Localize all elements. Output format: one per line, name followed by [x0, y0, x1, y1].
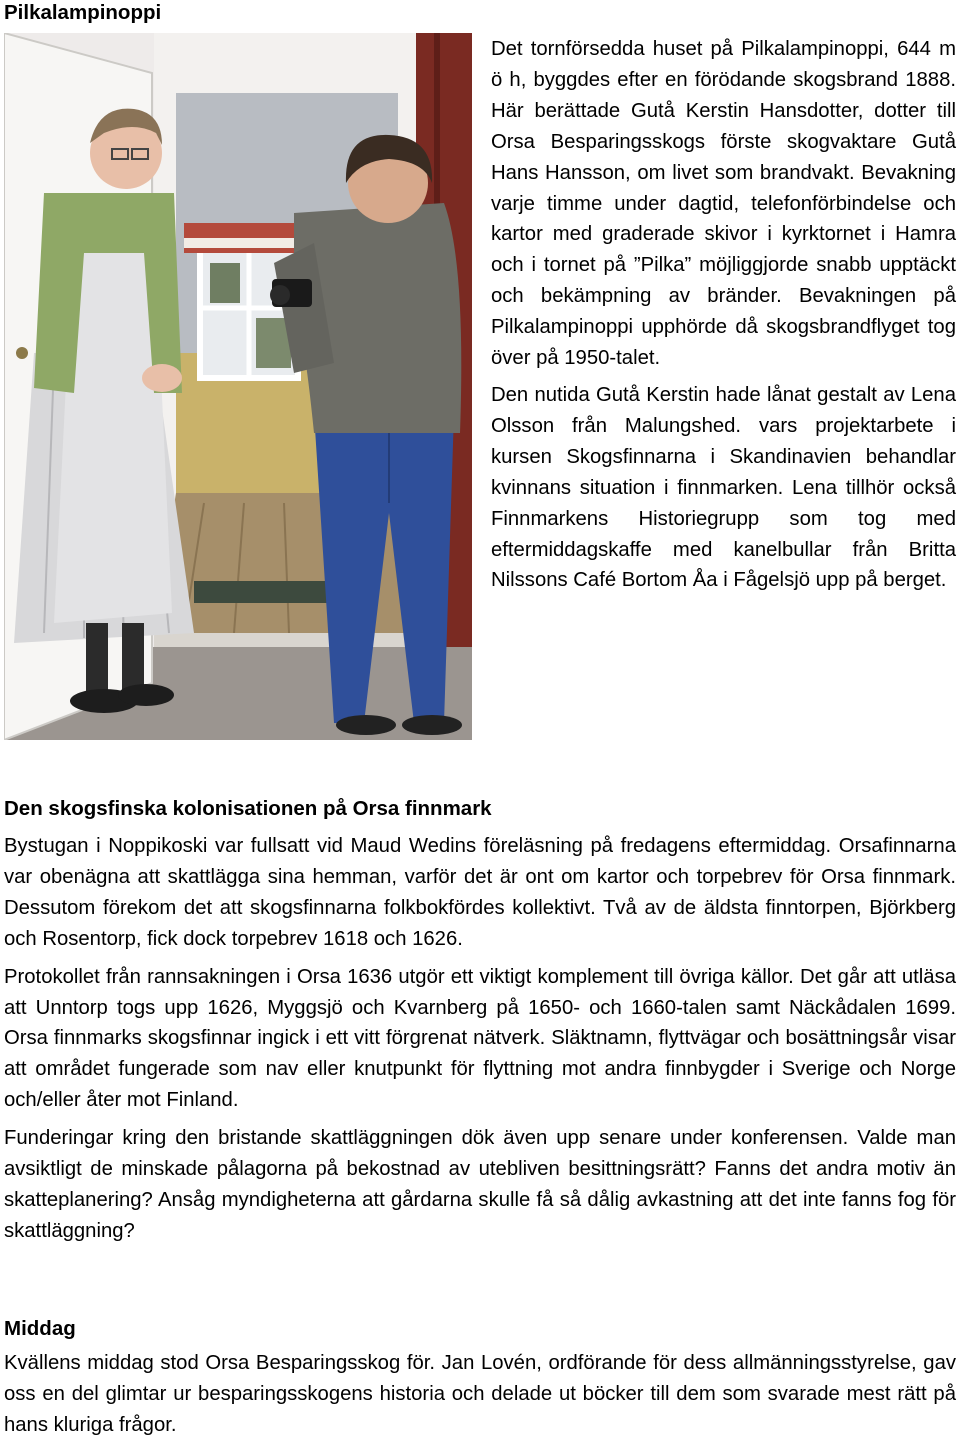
middag-text: [4, 1348, 956, 1448]
photo-guide-and-photographer: [4, 33, 472, 740]
section-title-middag: Middag: [4, 1317, 76, 1340]
section-title-pilkalampinoppi: Pilkalampinoppi: [4, 1, 162, 24]
paragraph: Protokollet från rannsakningen i Orsa 1636 utgör ett viktigt komplement till övriga källor. Det går att utläsa att Unntorp togs upp 1626, Myggsjö och Kvarnberg på 1650- och 1660-talen samt Näckådalen 1699. Orsa finnmarks skogsfinnar ingick i ett vitt förgrenat nätverk. Släktnamn, flyttvägar och bosättningsår visar att området fungerade som nav eller knutpunkt för flyttning mot andra finnbygder i Sverige och Norge och/eller åter mot Finland.: [4, 965, 956, 1112]
kolonisationen-text: [4, 831, 956, 1254]
paragraph: Den nutida Gutå Kerstin hade lånat gestalt av Lena Olsson från Malungshed. vars projektarbete i kursen Skogsfinnarna i Skandinavien behandlar kvinnans situation i finnmarken. Lena tillhör också Finnmarkens Historiegrupp som tog med eftermiddagskaffe med kanelbullar från Britta Nilssons Café Bortom Åa i Fågelsjö upp på berget.: [491, 383, 956, 592]
pilkalampinoppi-text: [491, 34, 956, 602]
section-title-kolonisationen: Den skogsfinska kolonisationen på Orsa finnmark: [4, 797, 492, 820]
paragraph: Funderingar kring den bristande skattläggningen dök även upp senare under konferensen. Valde man avsiktligt de minskade pålagorna på bekostnad av utebliven besittningsrätt? Fanns det andra motiv än skatteplanering? Ansåg myndigheterna att gårdarna skulle få så dålig avkastning att det inte fanns fog för skattläggning?: [4, 1127, 956, 1242]
paragraph: Kvällens middag stod Orsa Besparingsskog för. Jan Lovén, ordförande för dess allmänningsstyrelse, gav oss en del glimtar ur besparingsskogens historia och delade ut böcker till dem som svarade mest rätt på hans kluriga frågor.: [4, 1352, 956, 1436]
photo-illustration: [4, 33, 472, 740]
paragraph: Det tornförsedda huset på Pilkalampinoppi, 644 m ö h, byggdes efter en förödande skogsbrand 1888. Här berättade Gutå Kerstin Hansdotter, dotter till Orsa Besparingsskogs förste skogvaktare Gutå Hans Hansson, om livet som brandvakt. Bevakning varje timme under dagtid, telefonförbindelse och kartor med graderade skivor i kyrktornet i Hamra och i tornet på ”Pilka” möjliggjorde snabb upptäckt och bekämpning av bränder. Bevakningen på Pilkalampinoppi upphörde då skogsbrandflyget tog över på 1950-talet.: [491, 38, 956, 370]
paragraph: Bystugan i Noppikoski var fullsatt vid Maud Wedins föreläsning på fredagens eftermiddag. Orsafinnarna var obenägna att skattlägga sina hemman, varför det är ont om kartor och torpebrev för Orsa finnmark. Dessutom förekom det att skogsfinnarna folkbokfördes kollektivt. Två av de äldsta finntorpen, Björkberg och Rosentorp, fick dock torpebrev 1618 och 1626.: [4, 835, 956, 950]
